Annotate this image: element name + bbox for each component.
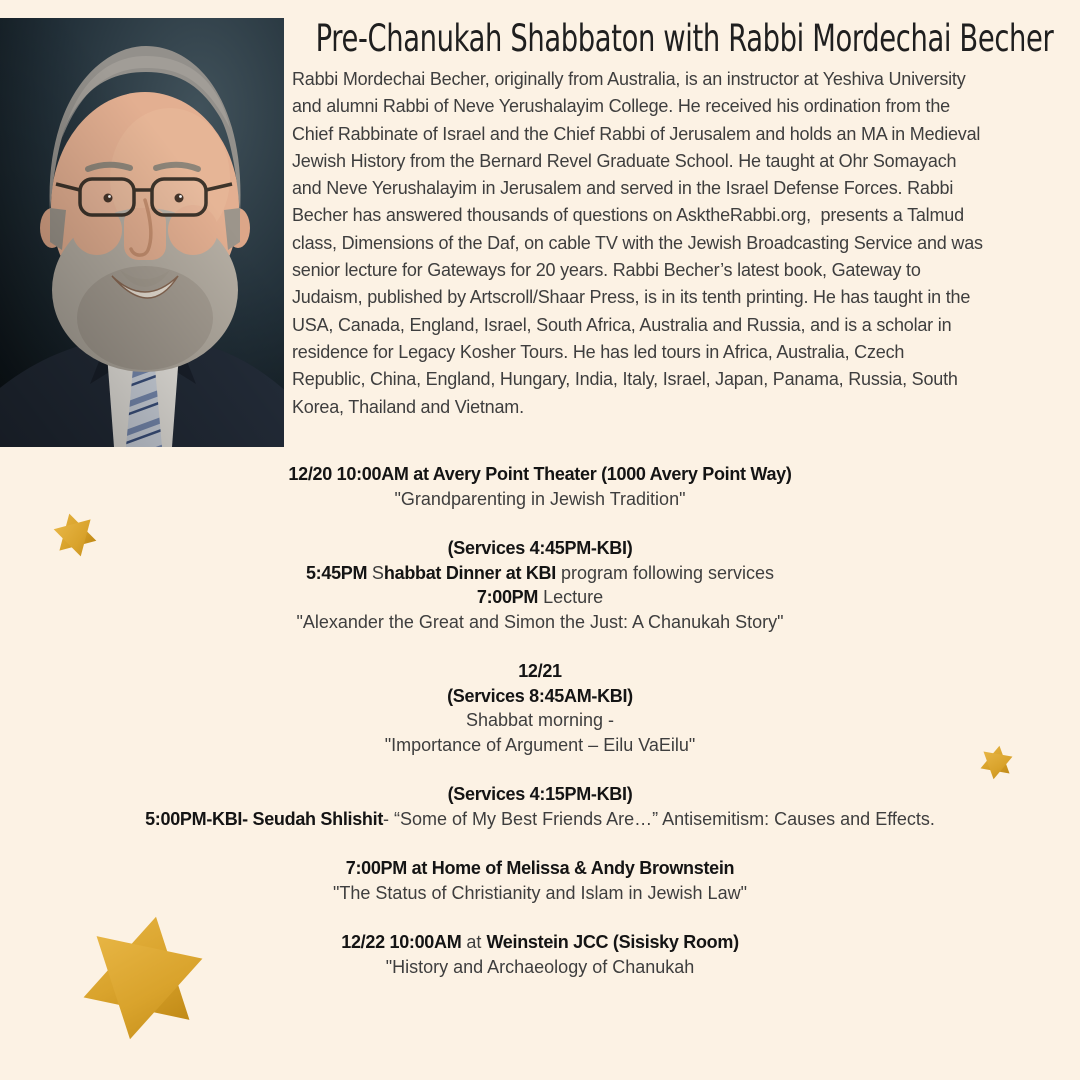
- page-title: [288, 10, 1080, 66]
- schedule-text-bold: 7:00PM at Home of Melissa & Andy Brownstein: [345, 858, 735, 878]
- schedule-line: [0, 659, 1080, 684]
- schedule-block: [0, 462, 1080, 511]
- schedule-line: [0, 561, 1080, 586]
- schedule-text: Lecture: [538, 587, 604, 607]
- schedule-line: [0, 536, 1080, 561]
- schedule-block: [0, 856, 1080, 905]
- schedule-text-bold: 12/21: [518, 661, 562, 681]
- bio-line: Republic, China, England, Hungary, India, Italy, Israel, Japan, Panama, Russia, South: [292, 369, 958, 390]
- schedule-text: "The Status of Christianity and Islam in Jewish Law": [333, 882, 747, 903]
- schedule-line: [0, 856, 1080, 881]
- schedule-line: [0, 585, 1080, 610]
- schedule-text: program following services: [555, 562, 775, 583]
- schedule-line: [0, 807, 1080, 832]
- schedule-line: [0, 955, 1080, 980]
- bio-line: Becher has answered thousands of questions on AsktheRabbi.org, presents a Talmud: [292, 205, 964, 226]
- schedule: [0, 462, 1080, 1004]
- photo-vignette: [0, 18, 284, 447]
- event-title-text: Pre-Chanukah Shabbaton with Rabbi Mordechai Becher: [315, 16, 1053, 60]
- schedule-text: - “Some of My Best Friends Are…” Antisemitism: Causes and Effects.: [383, 808, 935, 829]
- schedule-block: [0, 930, 1080, 979]
- bio-line: residence for Legacy Kosher Tours. He has led tours in Africa, Australia, Czech: [292, 341, 905, 362]
- schedule-text: "Grandparenting in Jewish Tradition": [394, 488, 686, 509]
- bio-line: Jewish History from the Bernard Revel Graduate School. He taught at Ohr Somayach: [292, 150, 957, 171]
- schedule-text-bold: 5:45PM: [305, 562, 372, 583]
- schedule-text-bold: 7:00PM: [476, 587, 539, 607]
- schedule-line: [0, 684, 1080, 709]
- schedule-block: [0, 782, 1080, 831]
- bio-line: and Neve Yerushalayim in Jerusalem and served in the Israel Defense Forces. Rabbi: [292, 178, 954, 199]
- schedule-line: [0, 708, 1080, 733]
- bio-line: Chief Rabbinate of Israel and the Chief Rabbi of Jerusalem and holds an MA in Medieval: [292, 123, 981, 144]
- schedule-line: [0, 733, 1080, 758]
- schedule-text: S: [371, 562, 384, 583]
- schedule-text: "Importance of Argument – Eilu VaEilu": [384, 734, 696, 755]
- schedule-text-bold: (Services 4:45PM-KBI): [447, 538, 633, 558]
- bio-line: Rabbi Mordechai Becher, originally from Australia, is an instructor at Yeshiva University: [292, 69, 966, 89]
- schedule-line: [0, 462, 1080, 487]
- bio-line: class, Dimensions of the Daf, on cable TV with the Jewish Broadcasting Service and was: [292, 232, 983, 253]
- schedule-block: [0, 536, 1080, 634]
- schedule-line: [0, 610, 1080, 635]
- schedule-text: at: [461, 932, 487, 952]
- schedule-text-bold: (Services 8:45AM-KBI): [447, 685, 633, 706]
- schedule-text-bold: 12/22 10:00AM: [341, 932, 462, 952]
- schedule-line: [0, 782, 1080, 807]
- schedule-line: [0, 881, 1080, 906]
- schedule-text-bold: 12/20 10:00AM at Avery Point Theater (1000 Avery Point Way): [288, 464, 792, 484]
- rabbi-bio: [292, 66, 1078, 421]
- schedule-text-bold: 5:00PM-KBI- Seudah Shlishit: [145, 808, 384, 829]
- schedule-text: "Alexander the Great and Simon the Just: A Chanukah Story": [296, 611, 784, 632]
- bio-line: and alumni Rabbi of Neve Yerushalayim College. He received his ordination from the: [292, 96, 950, 117]
- bio-line: USA, Canada, England, Israel, South Africa, Australia and Russia, and is a scholar in: [292, 314, 952, 335]
- schedule-line: [0, 487, 1080, 512]
- schedule-block: [0, 659, 1080, 757]
- bio-line: senior lecture for Gateways for 20 years. Rabbi Becher’s latest book, Gateway to: [292, 260, 921, 281]
- rabbi-photo: [0, 18, 284, 447]
- rabbi-portrait-image: [0, 18, 284, 447]
- schedule-text-bold: habbat Dinner at KBI: [383, 562, 556, 583]
- schedule-text-bold: (Services 4:15PM-KBI): [447, 784, 633, 804]
- schedule-text: Shabbat morning -: [465, 710, 615, 730]
- bio-line: Korea, Thailand and Vietnam.: [292, 396, 524, 417]
- schedule-text-bold: Weinstein JCC (Sisisky Room): [486, 932, 739, 952]
- schedule-line: [0, 930, 1080, 955]
- bio-line: Judaism, published by Artscroll/Shaar Press, is in its tenth printing. He has taught in the: [292, 287, 971, 308]
- schedule-text: "History and Archaeology of Chanukah: [385, 956, 695, 977]
